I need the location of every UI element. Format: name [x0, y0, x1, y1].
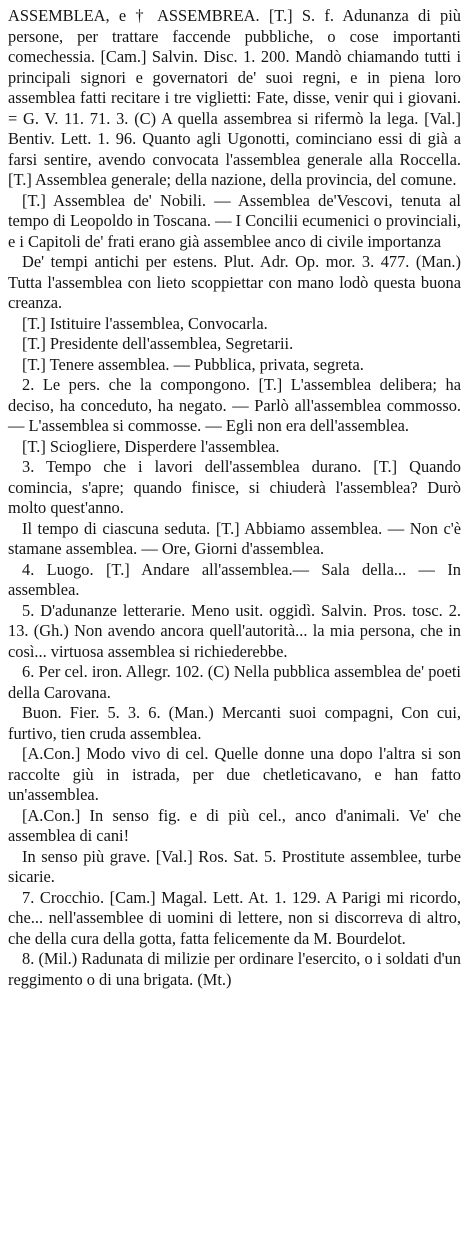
sense-paragraph: 7. Crocchio. [Cam.] Magal. Lett. At. 1. 129. A Parigi mi ricordo, che... nell'assemblee di uomini di lettere, non si discorreva di altro, che della cura della gotta, fatta felicemente da M. Bourdelot. — [8, 887, 461, 948]
sense-paragraph: [T.] Assemblea de' Nobili. — Assemblea de'Vescovi, tenuta al tempo di Leopoldo in Toscana. — I Concilii ecumenici o provinciali, e i Capitoli de' frati erano già assemblee anco di civile importanza — [8, 190, 461, 251]
sense-paragraph: 6. Per cel. iron. Allegr. 102. (C) Nella pubblica assemblea de' poeti della Carovana. — [8, 662, 461, 702]
sense-paragraph: 2. Le pers. che la compongono. [T.] L'assemblea delibera; ha deciso, ha conceduto, ha negato. — Parlò all'assemblea commosso. — L'assemblea si commosse. — Egli non era dell'assemblea. — [8, 375, 461, 435]
sense-paragraph: [T.] Presidente dell'assemblea, Segretarii. — [22, 334, 294, 353]
sense-paragraph: [T.] Sciogliere, Disperdere l'assemblea. — [22, 436, 280, 456]
sense-paragraph: 8. (Mil.) Radunata di milizie per ordinare l'esercito, o i soldati d'un reggimento o di una brigata. (Mt.) — [8, 949, 461, 989]
entry-definition: ASSEMBLEA, e † ASSEMBREA. [T.] S. f. Adunanza di più persone, per trattare faccende pubbliche, o cose importanti comechessia. [Cam.] Salvin. Disc. 1. 200. Mandò chiamando tutti i principali signori e governatori de' suoi regni, e in piena loro assemblea fatti recitare i tre viglietti: Fate, disse, venir qui i giovani. = G. V. 11. 71. 3. (C) A quella assembrea si rifermò la lega. [Val.] Bentiv. Lett. 1. 96. Quanto agli Ugonotti, cominciano essi di già a farsi sentire, avendo convocata l'assemblea generale alla Roccella. [T.] Assemblea generale; della nazione, della provincia, del comune. — [8, 6, 461, 189]
sense-paragraph: 4. Luogo. [T.] Andare all'assemblea.— Sala della... — In assemblea. — [8, 559, 461, 599]
sense-paragraph: [T.] Istituire l'assemblea, Convocarla. — [22, 313, 268, 333]
sense-paragraph: De' tempi antichi per estens. Plut. Adr. Op. mor. 3. 477. (Man.) Tutta l'assemblea con lieto scoppiettar con mano lodò questa buona creanza. — [8, 252, 461, 312]
sense-paragraph: [A.Con.] In senso fig. e di più cel., anco d'animali. Ve' che assemblea di cani! — [8, 805, 461, 845]
sense-paragraph: Buon. Fier. 5. 3. 6. (Man.) Mercanti suoi compagni, Con cui, furtivo, tien cruda assemblea. — [8, 703, 461, 743]
sense-paragraph: 3. Tempo che i lavori dell'assemblea durano. [T.] Quando comincia, s'apre; quando finisce, si chiuderà l'assemblea? Durò molto quest'anno. — [8, 457, 461, 517]
sense-paragraph: [T.] Tenere assemblea. — Pubblica, privata, segreta. — [22, 354, 364, 374]
sense-paragraph: Il tempo di ciascuna seduta. [T.] Abbiamo assemblea. — Non c'è stamane assemblea. — Ore, Giorni d'assemblea. — [8, 518, 461, 558]
sense-paragraph: In senso più grave. [Val.] Ros. Sat. 5. Prostitute assemblee, turbe sicarie. — [8, 846, 461, 886]
sense-paragraph: [A.Con.] Modo vivo di cel. Quelle donne una dopo l'altra si son raccolte giù in istrada, per due chetleticavano, e han fatto un'assemblea. — [8, 744, 461, 804]
sense-paragraph: 5. D'adunanze letterarie. Meno usit. oggidì. Salvin. Pros. tosc. 2. 13. (Gh.) Non avendo ancora quell'autorità... la mia persona, che in così... virtuosa assemblea si richiederebbe. — [8, 600, 461, 661]
